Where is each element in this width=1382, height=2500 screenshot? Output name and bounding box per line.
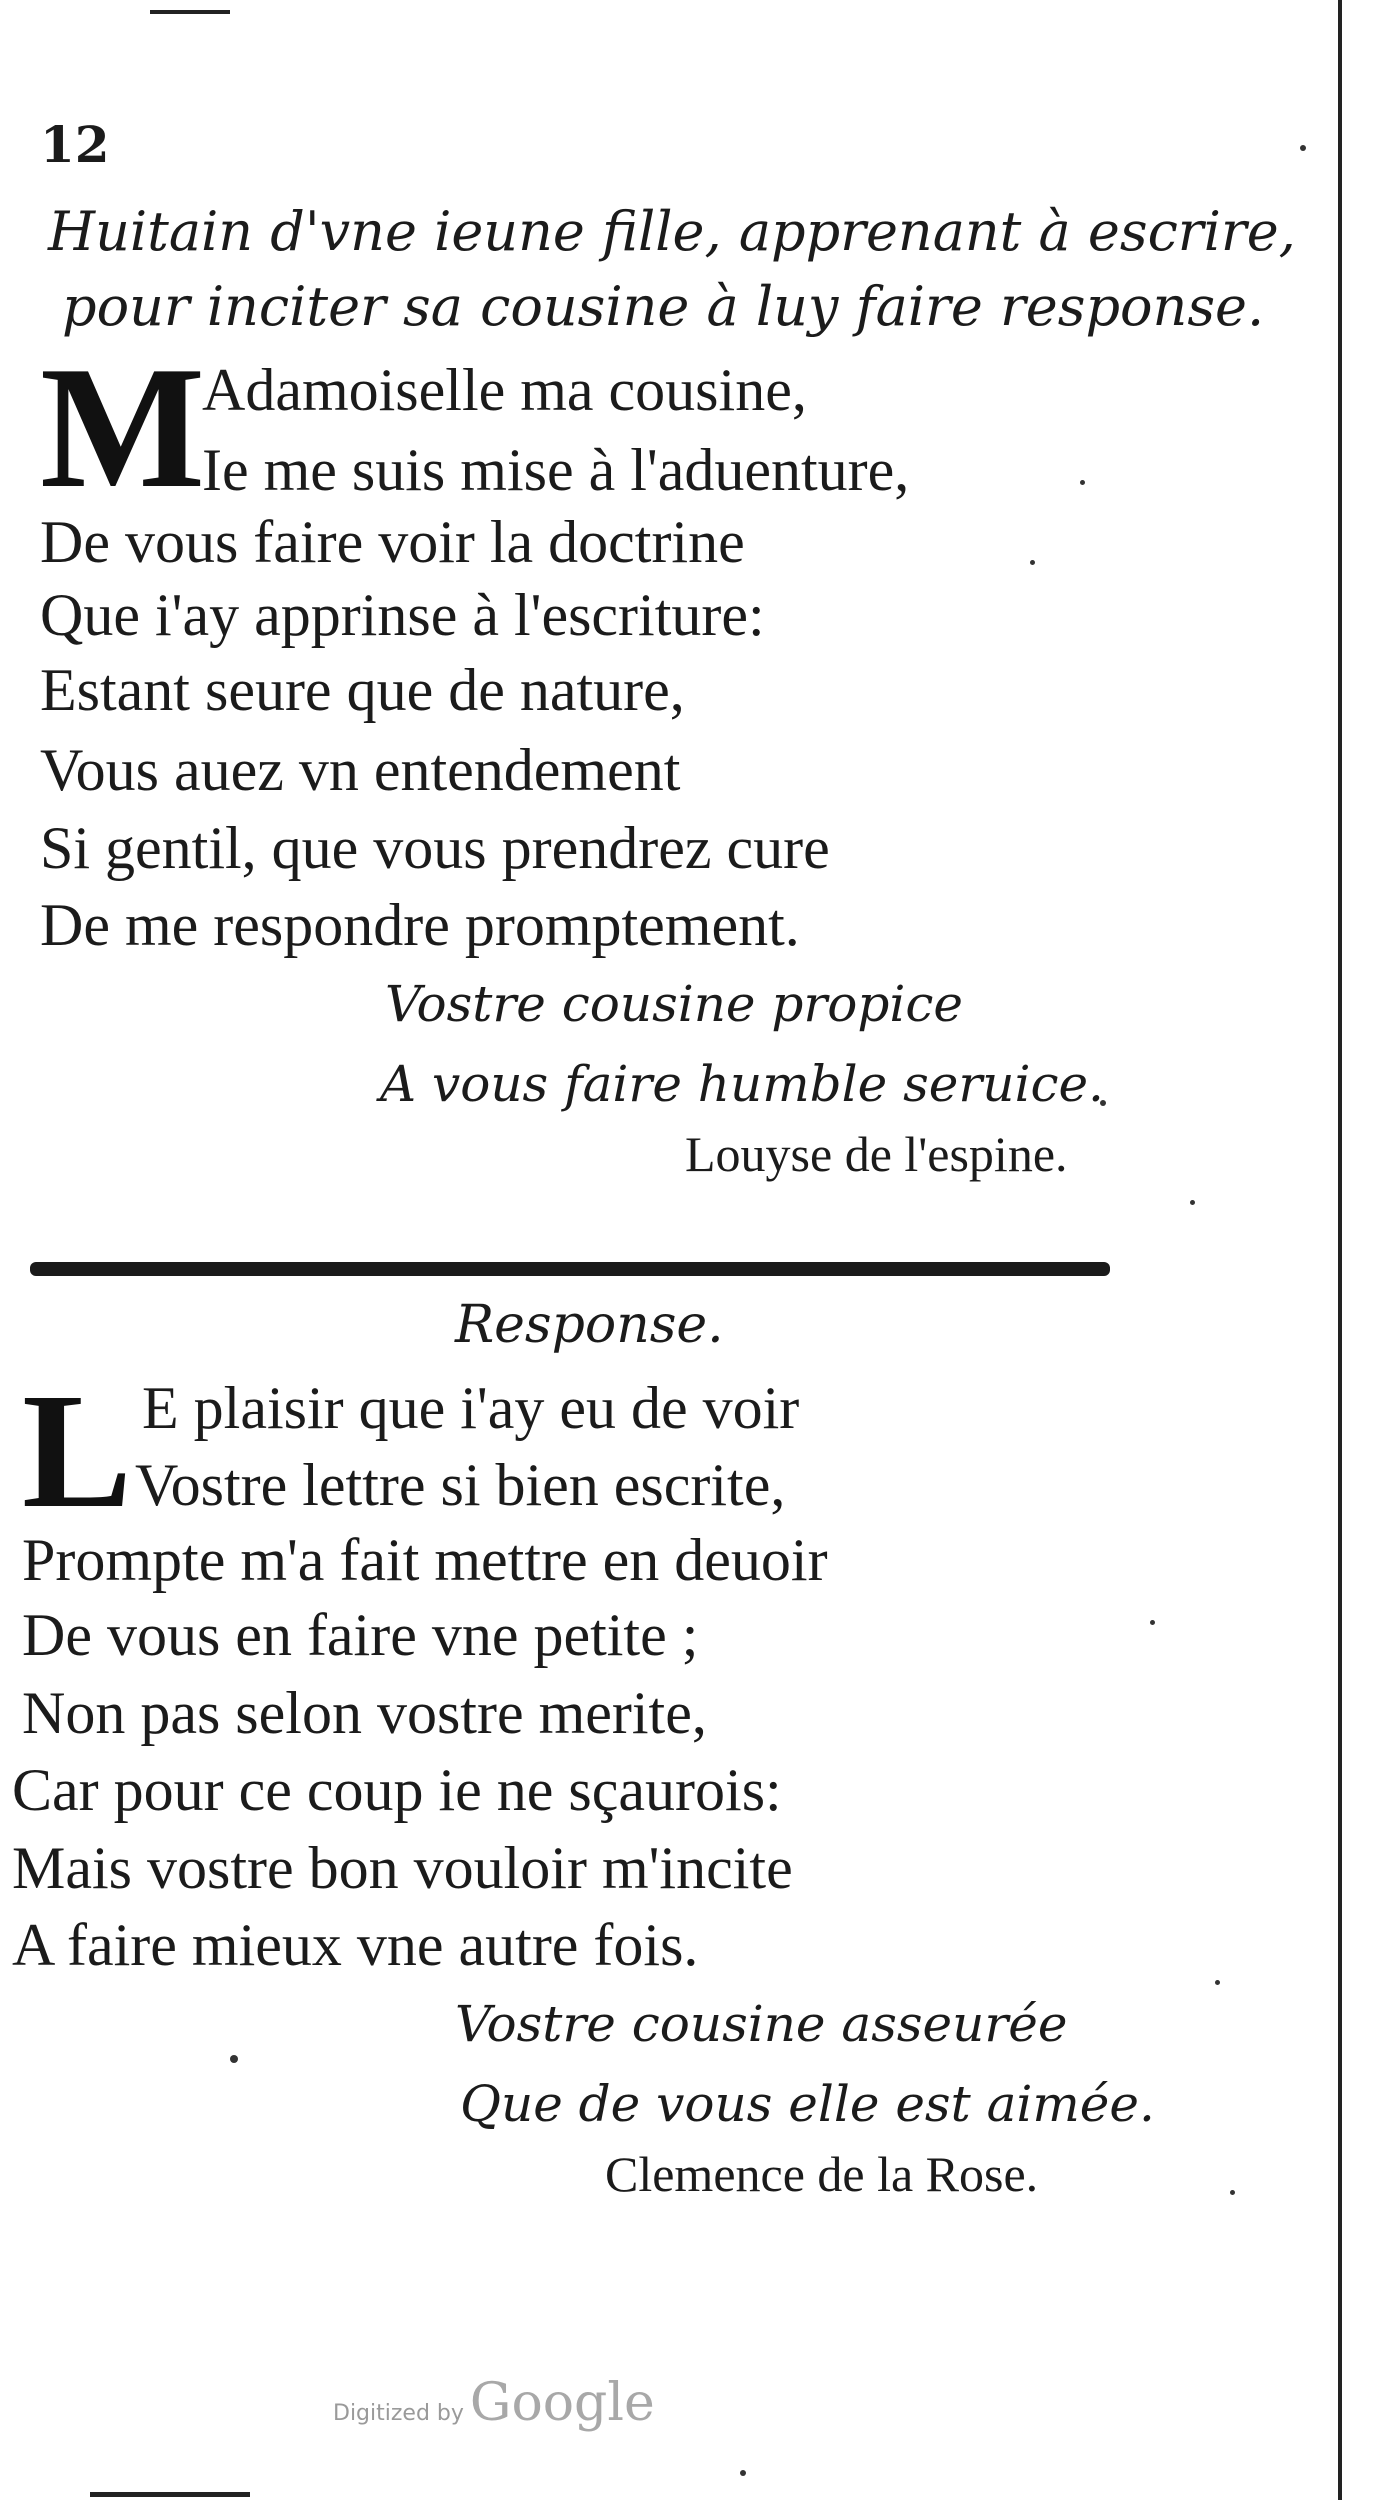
verse-line: Vous auez vn entendement (40, 737, 681, 803)
verse-line: Car pour ce coup ie ne sçaurois: (12, 1757, 782, 1823)
digitization-watermark (333, 2373, 655, 2433)
ink-speck (1300, 145, 1306, 151)
verse-line: Ie me suis mise à l'aduenture, (202, 437, 910, 503)
page-bottom-fragment (90, 2492, 250, 2497)
drop-cap-m: M (40, 330, 206, 524)
signature: Clemence de la Rose. (605, 2146, 1039, 2202)
poem-title-line: Huitain d'vne ieune fille, apprenant à escrire, (48, 200, 1296, 263)
signature: Louyse de l'espine. (685, 1126, 1068, 1182)
ink-speck (1150, 1620, 1155, 1625)
page-edge-rule (1338, 0, 1342, 2500)
watermark-prefix: Digitized by (333, 2401, 464, 2426)
page-number: 12 (40, 115, 110, 174)
verse-line: Adamoiselle ma cousine, (202, 357, 807, 423)
ink-speck (1230, 2190, 1235, 2195)
verse-line: E plaisir que i'ay eu de voir (142, 1375, 800, 1441)
closing-line: A vous faire humble seruice. (380, 1055, 1104, 1113)
ink-speck (230, 2055, 238, 2063)
verse-line: De me respondre promptement. (40, 892, 800, 958)
closing-line: Vostre cousine propice (385, 975, 964, 1033)
verse-line: Estant seure que de nature, (40, 657, 685, 723)
ink-speck (740, 2470, 746, 2476)
drop-cap-l: L (22, 1359, 133, 1542)
ink-speck (1030, 560, 1035, 565)
section-divider-rule (30, 1262, 1110, 1276)
ink-speck (1190, 1200, 1195, 1205)
closing-line: Que de vous elle est aimée. (460, 2075, 1155, 2133)
ink-speck (1080, 480, 1085, 485)
response-heading: Response. (455, 1295, 724, 1355)
verse-line: Prompte m'a fait mettre en deuoir (22, 1527, 828, 1593)
page-top-fragment (150, 0, 230, 14)
verse-line: Si gentil, que vous prendrez cure (40, 815, 830, 881)
verse-line: De vous en faire vne petite ; (22, 1602, 699, 1668)
verse-line: De vous faire voir la doctrine (40, 509, 745, 575)
verse-line: Mais vostre bon vouloir m'incite (12, 1835, 793, 1901)
verse-line: A faire mieux vne autre fois. (12, 1912, 699, 1978)
closing-line: Vostre cousine asseurée (455, 1995, 1068, 2053)
verse-line: Que i'ay apprinse à l'escriture: (40, 582, 765, 648)
verse-line: Non pas selon vostre merite, (22, 1680, 707, 1746)
verse-line: Vostre lettre si bien escrite, (135, 1452, 786, 1518)
google-logo: Google (469, 2373, 655, 2433)
poem-title-line: pour inciter sa cousine à luy faire response. (62, 275, 1265, 338)
ink-speck (1215, 1980, 1220, 1985)
